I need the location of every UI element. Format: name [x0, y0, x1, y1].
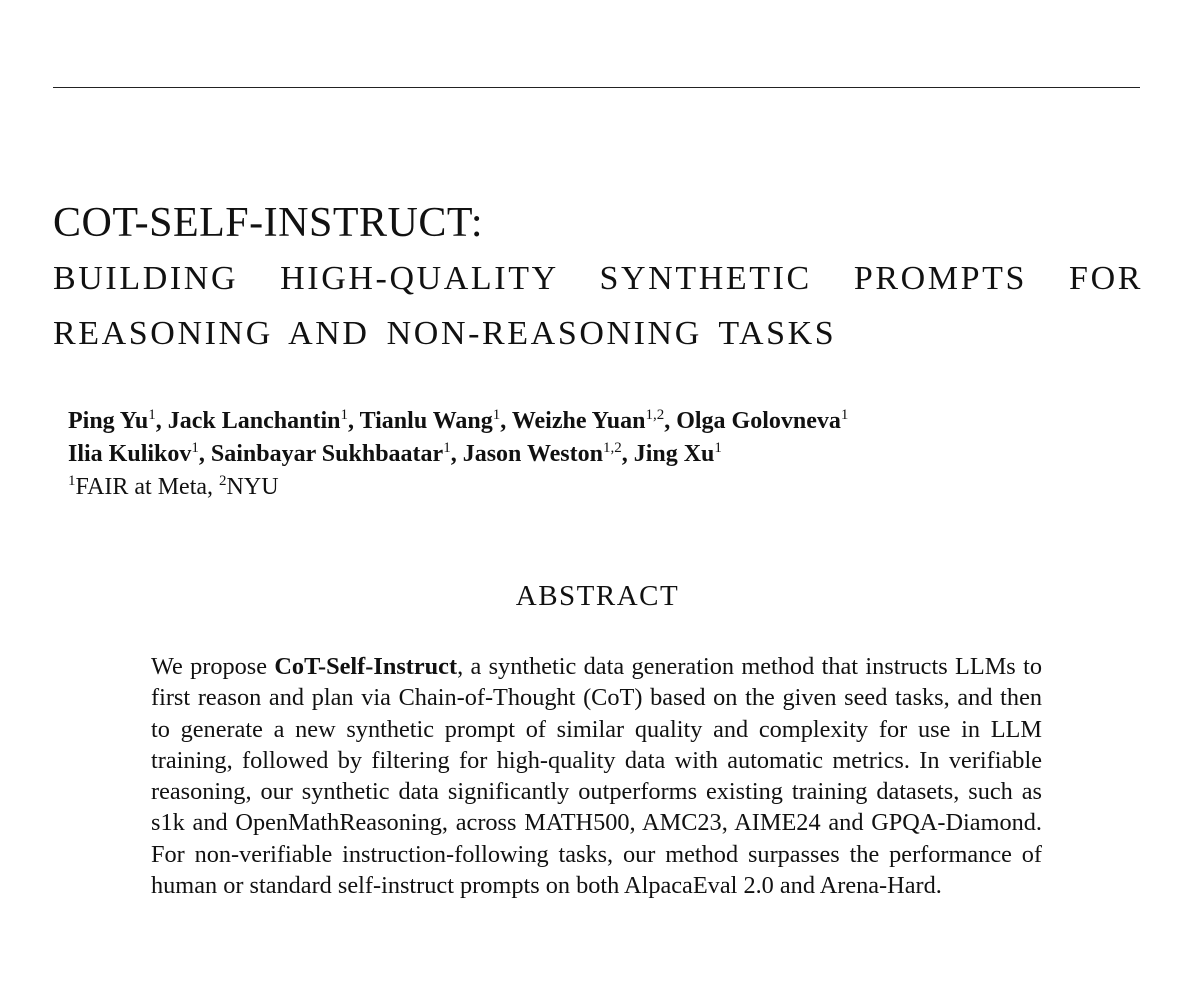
- affiliations: $^1$FAIR at Meta, $^2$NYU: [68, 473, 279, 500]
- author-line-2: Ilia Kulikov$^1$, Sainbayar Sukhbaatar$^1$, Jason Weston$^{1,2}$, Jing Xu$^1$: [68, 440, 722, 467]
- author-affiliation-mark: 1: [340, 407, 348, 423]
- affiliation-name: NYU: [226, 474, 279, 500]
- affiliation-name: FAIR at Meta: [75, 474, 208, 500]
- header-rule: [53, 87, 1140, 88]
- author-affiliation-mark: 1: [492, 407, 501, 423]
- author-affiliation-mark: 1: [191, 440, 199, 456]
- author-line-1: Ping Yu$^1$, Jack Lanchantin$^1$, Tianlu Wang$^1$, Weizhe Yuan$^{1,2}$, Olga Golovneva$^1$: [68, 407, 849, 434]
- method-name: CoT-Self-Instruct: [274, 653, 458, 680]
- title-line-3: REASONING AND NON-REASONING TASKS: [53, 315, 837, 352]
- abstract-body-text: , a synthetic data generation method that instructs LLMs to first reason and plan via Chain-of-Thought (CoT) based on the given seed tasks, and then to generate a new synthetic prompt of similar quality and complexity for use in LLM training, followed by filtering for high-quality data with automatic metrics. In verifiable reasoning, our synthetic data significantly outperforms existing training datasets, such as s1k and OpenMathReasoning, across MATH500, AMC23, AIME24 and GPQA-Diamond. For non-verifiable instruction-following tasks, our method surpasses the performance of human or standard self-instruct prompts on both AlpacaEval 2.0 and Arena-Hard.: [151, 653, 1042, 900]
- author-affiliation-mark: 1,2: [645, 407, 665, 423]
- author-name: Jack Lanchantin: [167, 408, 341, 434]
- title-line-1: COT-SELF-INSTRUCT:: [53, 200, 484, 246]
- author-affiliation-mark: 1: [840, 407, 849, 423]
- author-name: Olga Golovneva: [676, 408, 841, 434]
- abstract-text: [151, 651, 1042, 901]
- title-line-2: BUILDING HIGH-QUALITY SYNTHETIC PROMPTS FOR: [53, 260, 1143, 297]
- affiliation-mark: 2: [219, 473, 227, 489]
- author-name: Ilia Kulikov: [68, 441, 192, 467]
- abstract-heading: ABSTRACT: [515, 580, 680, 612]
- author-affiliation-mark: 1: [443, 440, 451, 456]
- author-name: Tianlu Wang: [359, 408, 493, 434]
- author-name: Jason Weston: [462, 441, 603, 467]
- abstract-intro: We propose: [151, 653, 275, 680]
- author-name: Jing Xu: [633, 441, 715, 467]
- author-affiliation-mark: 1,2: [602, 440, 622, 456]
- affiliation-mark: 1: [68, 473, 76, 489]
- author-name: Ping Yu: [68, 408, 149, 434]
- author-affiliation-mark: 1: [148, 407, 156, 423]
- author-list: [68, 405, 1148, 471]
- author-name: Sainbayar Sukhbaatar: [210, 441, 444, 467]
- paper-title: [53, 196, 1143, 361]
- author-affiliation-mark: 1: [714, 440, 722, 456]
- author-name: Weizhe Yuan: [511, 408, 646, 434]
